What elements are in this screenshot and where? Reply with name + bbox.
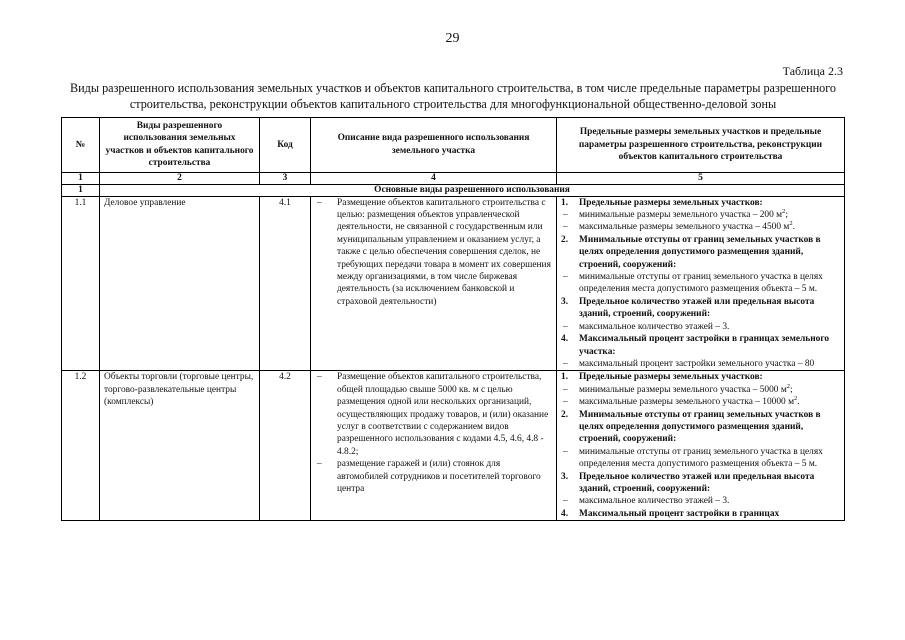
limit-heading: 3. Предельное количество этажей или предельная высота зданий, строений, сооружений: <box>561 471 815 494</box>
limit-heading: 2. Минимальные отступы от границ земельных участков в целях определения допустимого размещения зданий, строений, сооружений: <box>561 409 821 445</box>
page-number: 29 <box>445 31 460 46</box>
column-number: 4 <box>311 172 557 184</box>
column-number: 1 <box>62 172 100 184</box>
limit-item: – минимальные размеры земельного участка – 200 $м^2$; <box>561 209 840 221</box>
column-number: 5 <box>557 172 845 184</box>
header-types: Виды разрешенного использования земельных участков и объектов капитального строительства <box>100 118 260 173</box>
row-type: Деловое управление <box>100 196 260 371</box>
description-item: – размещение гаражей и (или) стоянок для автомобилей сотрудников и посетителей торгового центра <box>315 458 552 495</box>
header-description: Описание вида разрешенного использования земельного участка <box>311 118 557 173</box>
section-number: 1 <box>62 184 100 196</box>
description-item: – Размещение объектов капитального строительства, общей площадью свыше 5000 кв. м с целью размещения одной или нескольких организаций, осуществляющих продажу товаров, и (или) оказание услуг в соответствии с содержанием видов разрешенного использования с кодами 4.5, 4.6, 4.8 - 4.8.2; <box>315 371 552 458</box>
limit-item: – максимальное количество этажей – 3. <box>561 495 840 507</box>
row-number: 1.2 <box>62 371 100 521</box>
header-num: № <box>62 118 100 173</box>
column-number-row <box>62 172 845 184</box>
row-description <box>311 196 557 371</box>
limit-heading: 1. Предельные размеры земельных участков: <box>561 372 763 383</box>
limit-item: – максимальный процент застройки земельного участка – 80 <box>561 358 840 370</box>
row-code: 4.2 <box>260 371 311 521</box>
table-row <box>62 371 845 521</box>
table-label: Таблица 2.3 <box>782 64 843 78</box>
section-row <box>62 184 845 196</box>
row-code: 4.1 <box>260 196 311 371</box>
limit-item: – максимальное количество этажей – 3. <box>561 321 840 333</box>
row-description <box>311 371 557 521</box>
header-code: Код <box>260 118 311 173</box>
limit-item: – минимальные отступы от границ земельного участка в целях определения места допустимого размещения объекта – 5 м. <box>561 446 840 471</box>
header-limits: Предельные размеры земельных участков и предельные параметры разрешенного строительства, реконструкции объектов капитального строительства <box>557 118 845 173</box>
row-number: 1.1 <box>62 196 100 371</box>
limit-heading: 4. Максимальный процент застройки в границах <box>561 508 780 519</box>
limit-item: – максимальные размеры земельного участка – 10000 $м^2$. <box>561 396 840 408</box>
limit-heading: 1. Предельные размеры земельных участков: <box>561 197 763 208</box>
land-use-table <box>61 117 845 521</box>
column-number: 3 <box>260 172 311 184</box>
limit-heading: 2. Минимальные отступы от границ земельных участков в целях определения допустимого размещения зданий, строений, сооружений: <box>561 234 821 270</box>
table-row <box>62 196 845 371</box>
row-limits <box>557 371 845 521</box>
header-row <box>62 118 845 173</box>
row-type: Объекты торговли (торговые центры, торгово-развлекательные центры (комплексы) <box>100 371 260 521</box>
description-item: – Размещение объектов капитального строительства с целью: размещения объектов управленческой деятельности, не связанной с государственным или муниципальным управлением и оказанием услуг, а также с целью обеспечения совершения сделок, не требующих передачи товара в момент их совершения между организациями, в том числе биржевая деятельность (за исключением банковской и страховой деятельности) <box>315 197 552 309</box>
column-number: 2 <box>100 172 260 184</box>
document-title: Виды разрешенного использования земельных участков и объектов капитального строительства, в том числе предельные параметры разрешенного строительства, реконструкции объектов капитального строительства для многофункциональной общественно-деловой зоны <box>69 81 837 111</box>
limit-item: – минимальные отступы от границ земельного участка в целях определения места допустимого размещения объекта – 5 м. <box>561 271 840 296</box>
section-title: Основные виды разрешенного использования <box>100 184 845 196</box>
limit-item: – минимальные размеры земельного участка – 5000 $м^2$; <box>561 384 840 396</box>
limit-heading: 3. Предельное количество этажей или предельная высота зданий, строений, сооружений: <box>561 296 815 320</box>
limit-item: – максимальные размеры земельного участка – 4500 $м^2$. <box>561 221 840 233</box>
limit-heading: 4. Максимальный процент застройки в границах земельного участка: <box>561 334 830 357</box>
row-limits <box>557 196 845 371</box>
